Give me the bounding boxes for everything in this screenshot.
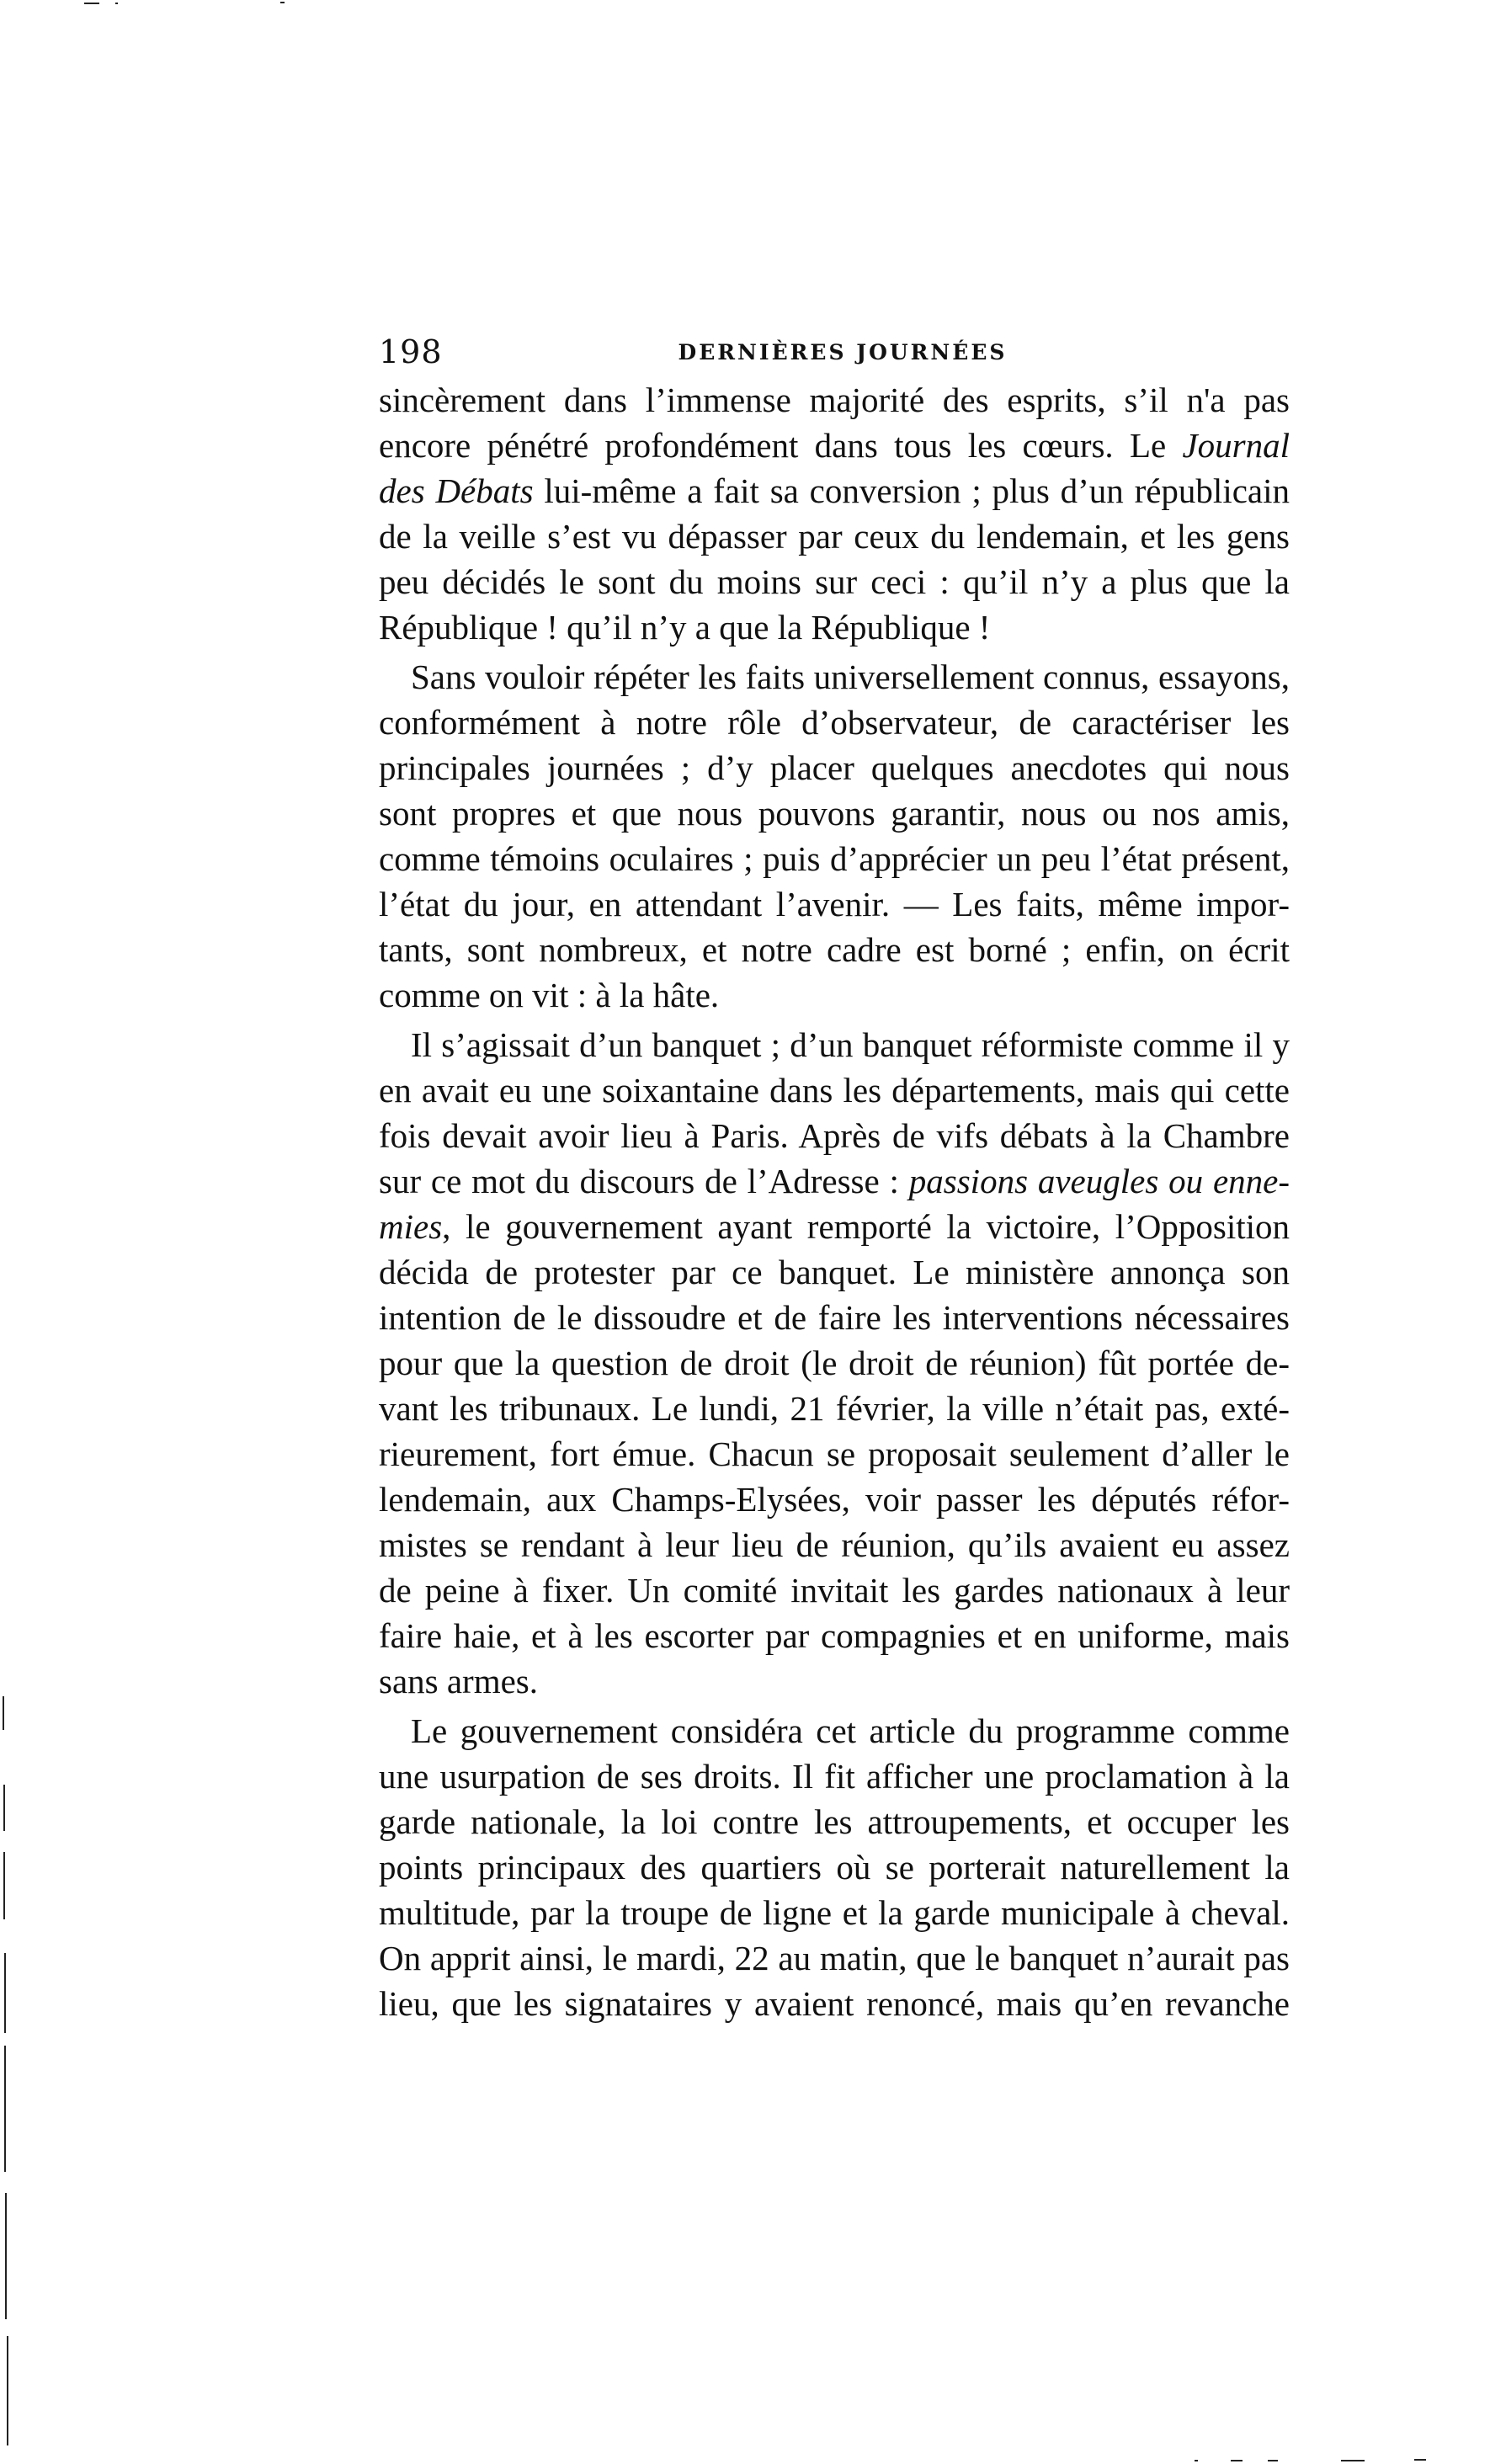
text-run: une usurpation de ses droits. Il fit afficher une proclamation à la <box>379 1757 1290 1796</box>
text-line <box>379 1890 1290 1935</box>
running-header <box>379 333 1290 370</box>
scan-artifact-mark <box>84 3 99 4</box>
text-run: intention de le dissoudre et de faire les interventions nécessaires <box>379 1298 1290 1337</box>
scan-artifact-line <box>3 1785 5 1831</box>
text-run: faire haie, et à les escorter par compagnies et en uniforme, mais <box>379 1616 1290 1655</box>
text-run: comme on vit : à la hâte. <box>379 976 720 1014</box>
text-line <box>379 1386 1290 1431</box>
text-run: On apprit ainsi, le mardi, 22 au matin, que le banquet n’aurait pas <box>379 1939 1290 1977</box>
text-run: , le gouvernement ayant remporté la victoire, l’Opposition <box>442 1207 1290 1246</box>
italic-text: Journal <box>1182 426 1290 465</box>
scan-artifact-line <box>7 2336 8 2445</box>
text-run: lui-même a fait sa conversion ; plus d’un républicain <box>533 471 1290 510</box>
text-line <box>379 1844 1290 1890</box>
text-line <box>379 1754 1290 1799</box>
text-line <box>379 1799 1290 1844</box>
text-run: de peine à fixer. Un comité invitait les gardes nationaux à leur <box>379 1571 1290 1610</box>
text-run: lendemain, aux Champs-Elysées, voir passer les députés réfor- <box>379 1480 1290 1519</box>
text-line <box>379 604 1290 650</box>
scan-artifact-mark <box>115 3 118 4</box>
text-run: tants, sont nombreux, et notre cadre est borné ; enfin, on écrit <box>379 930 1290 969</box>
text-line <box>379 1340 1290 1386</box>
text-line <box>379 700 1290 745</box>
text-run: vant les tribunaux. Le lundi, 21 février, la ville n’était pas, exté- <box>379 1389 1290 1428</box>
text-line <box>379 1249 1290 1295</box>
text-run: multitude, par la troupe de ligne et la garde municipale à cheval. <box>379 1893 1290 1932</box>
text-line <box>379 1295 1290 1340</box>
text-run: République ! qu’il n’y a que la République ! <box>379 608 991 647</box>
text-line <box>379 1431 1290 1477</box>
text-line <box>379 1613 1290 1658</box>
text-run: sincèrement dans l’immense majorité des esprits, s’il n'a pas <box>379 381 1290 419</box>
text-run: lieu, que les signataires y avaient renoncé, mais qu’en revanche <box>379 1984 1290 2023</box>
text-line <box>379 559 1290 604</box>
text-run: points principaux des quartiers où se porterait naturellement la <box>379 1848 1290 1887</box>
text-line <box>379 1567 1290 1613</box>
body-text <box>379 377 1290 2030</box>
text-line <box>379 1708 1290 1754</box>
text-line <box>379 1477 1290 1522</box>
scan-artifact-line <box>5 2193 7 2319</box>
scan-artifact-line <box>3 1852 5 1919</box>
text-line <box>379 423 1290 468</box>
text-run: de la veille s’est vu dépasser par ceux du lendemain, et les gens <box>379 517 1290 556</box>
text-run: principales journées ; d’y placer quelques anecdotes qui nous <box>379 748 1290 787</box>
text-run: pour que la question de droit (le droit de réunion) fût portée de- <box>379 1344 1290 1382</box>
scan-artifact-mark <box>280 2 285 3</box>
text-run: sur ce mot du discours de l’Adresse : <box>379 1162 909 1200</box>
scan-artifact-mark <box>1414 2459 1426 2461</box>
text-run: Il s’agissait d’un banquet ; d’un banquet réformiste comme il y <box>411 1025 1290 1064</box>
scan-artifact-mark <box>1341 2460 1365 2461</box>
text-line <box>379 1067 1290 1113</box>
text-line <box>379 790 1290 836</box>
text-run: sont propres et que nous pouvons garantir, nous ou nos amis, <box>379 794 1290 833</box>
text-run: Le gouvernement considéra cet article du programme comme <box>411 1711 1290 1750</box>
page-number: 198 <box>379 333 443 370</box>
text-line <box>379 972 1290 1018</box>
text-run: rieurement, fort émue. Chacun se proposait seulement d’aller le <box>379 1434 1290 1473</box>
italic-text: mies <box>379 1207 443 1246</box>
text-line <box>379 1935 1290 1981</box>
text-run: garde nationale, la loi contre les attroupements, et occuper les <box>379 1802 1290 1841</box>
paragraph <box>379 1708 1290 2026</box>
scan-artifact-line <box>4 1953 6 2033</box>
text-run: mistes se rendant à leur lieu de réunion, qu’ils avaient eu assez <box>379 1525 1290 1564</box>
text-line <box>379 1022 1290 1067</box>
text-line <box>379 514 1290 559</box>
text-line <box>379 745 1290 790</box>
scan-artifact-mark <box>1268 2460 1278 2461</box>
scan-artifact-line <box>4 2046 6 2172</box>
text-run: peu décidés le sont du moins sur ceci : qu’il n’y a plus que la <box>379 562 1290 601</box>
text-line <box>379 1158 1290 1204</box>
paragraph <box>379 1022 1290 1704</box>
text-line <box>379 654 1290 700</box>
scan-artifact-mark <box>1231 2460 1243 2461</box>
text-line <box>379 1981 1290 2026</box>
text-line <box>379 1204 1290 1249</box>
text-run: sans armes. <box>379 1662 539 1700</box>
scan-artifact-mark <box>1195 2460 1198 2461</box>
text-run: Sans vouloir répéter les faits universellement connus, essayons, <box>411 657 1290 696</box>
text-run: décida de protester par ce banquet. Le ministère annonça son <box>379 1253 1290 1291</box>
text-line <box>379 927 1290 972</box>
italic-text: passions aveugles ou enne- <box>908 1162 1290 1200</box>
text-run: comme témoins oculaires ; puis d’apprécier un peu l’état présent, <box>379 839 1290 878</box>
text-line <box>379 1522 1290 1567</box>
text-line <box>379 836 1290 881</box>
text-line <box>379 881 1290 927</box>
text-line <box>379 468 1290 514</box>
text-run: l’état du jour, en attendant l’avenir. — Les faits, même impor- <box>379 885 1290 923</box>
running-title: DERNIÈRES JOURNÉES <box>678 340 1008 365</box>
scan-artifact-line <box>3 1696 4 1730</box>
text-line <box>379 1658 1290 1704</box>
paragraph <box>379 654 1290 1018</box>
italic-text: des Débats <box>379 471 534 510</box>
text-run: conformément à notre rôle d’observateur, de caractériser les <box>379 703 1290 742</box>
paragraph <box>379 377 1290 650</box>
text-run: encore pénétré profondément dans tous les cœurs. Le <box>379 426 1183 465</box>
text-run: fois devait avoir lieu à Paris. Après de vifs débats à la Chambre <box>379 1116 1290 1155</box>
text-line <box>379 377 1290 423</box>
text-run: en avait eu une soixantaine dans les départements, mais qui cette <box>379 1071 1290 1110</box>
text-line <box>379 1113 1290 1158</box>
